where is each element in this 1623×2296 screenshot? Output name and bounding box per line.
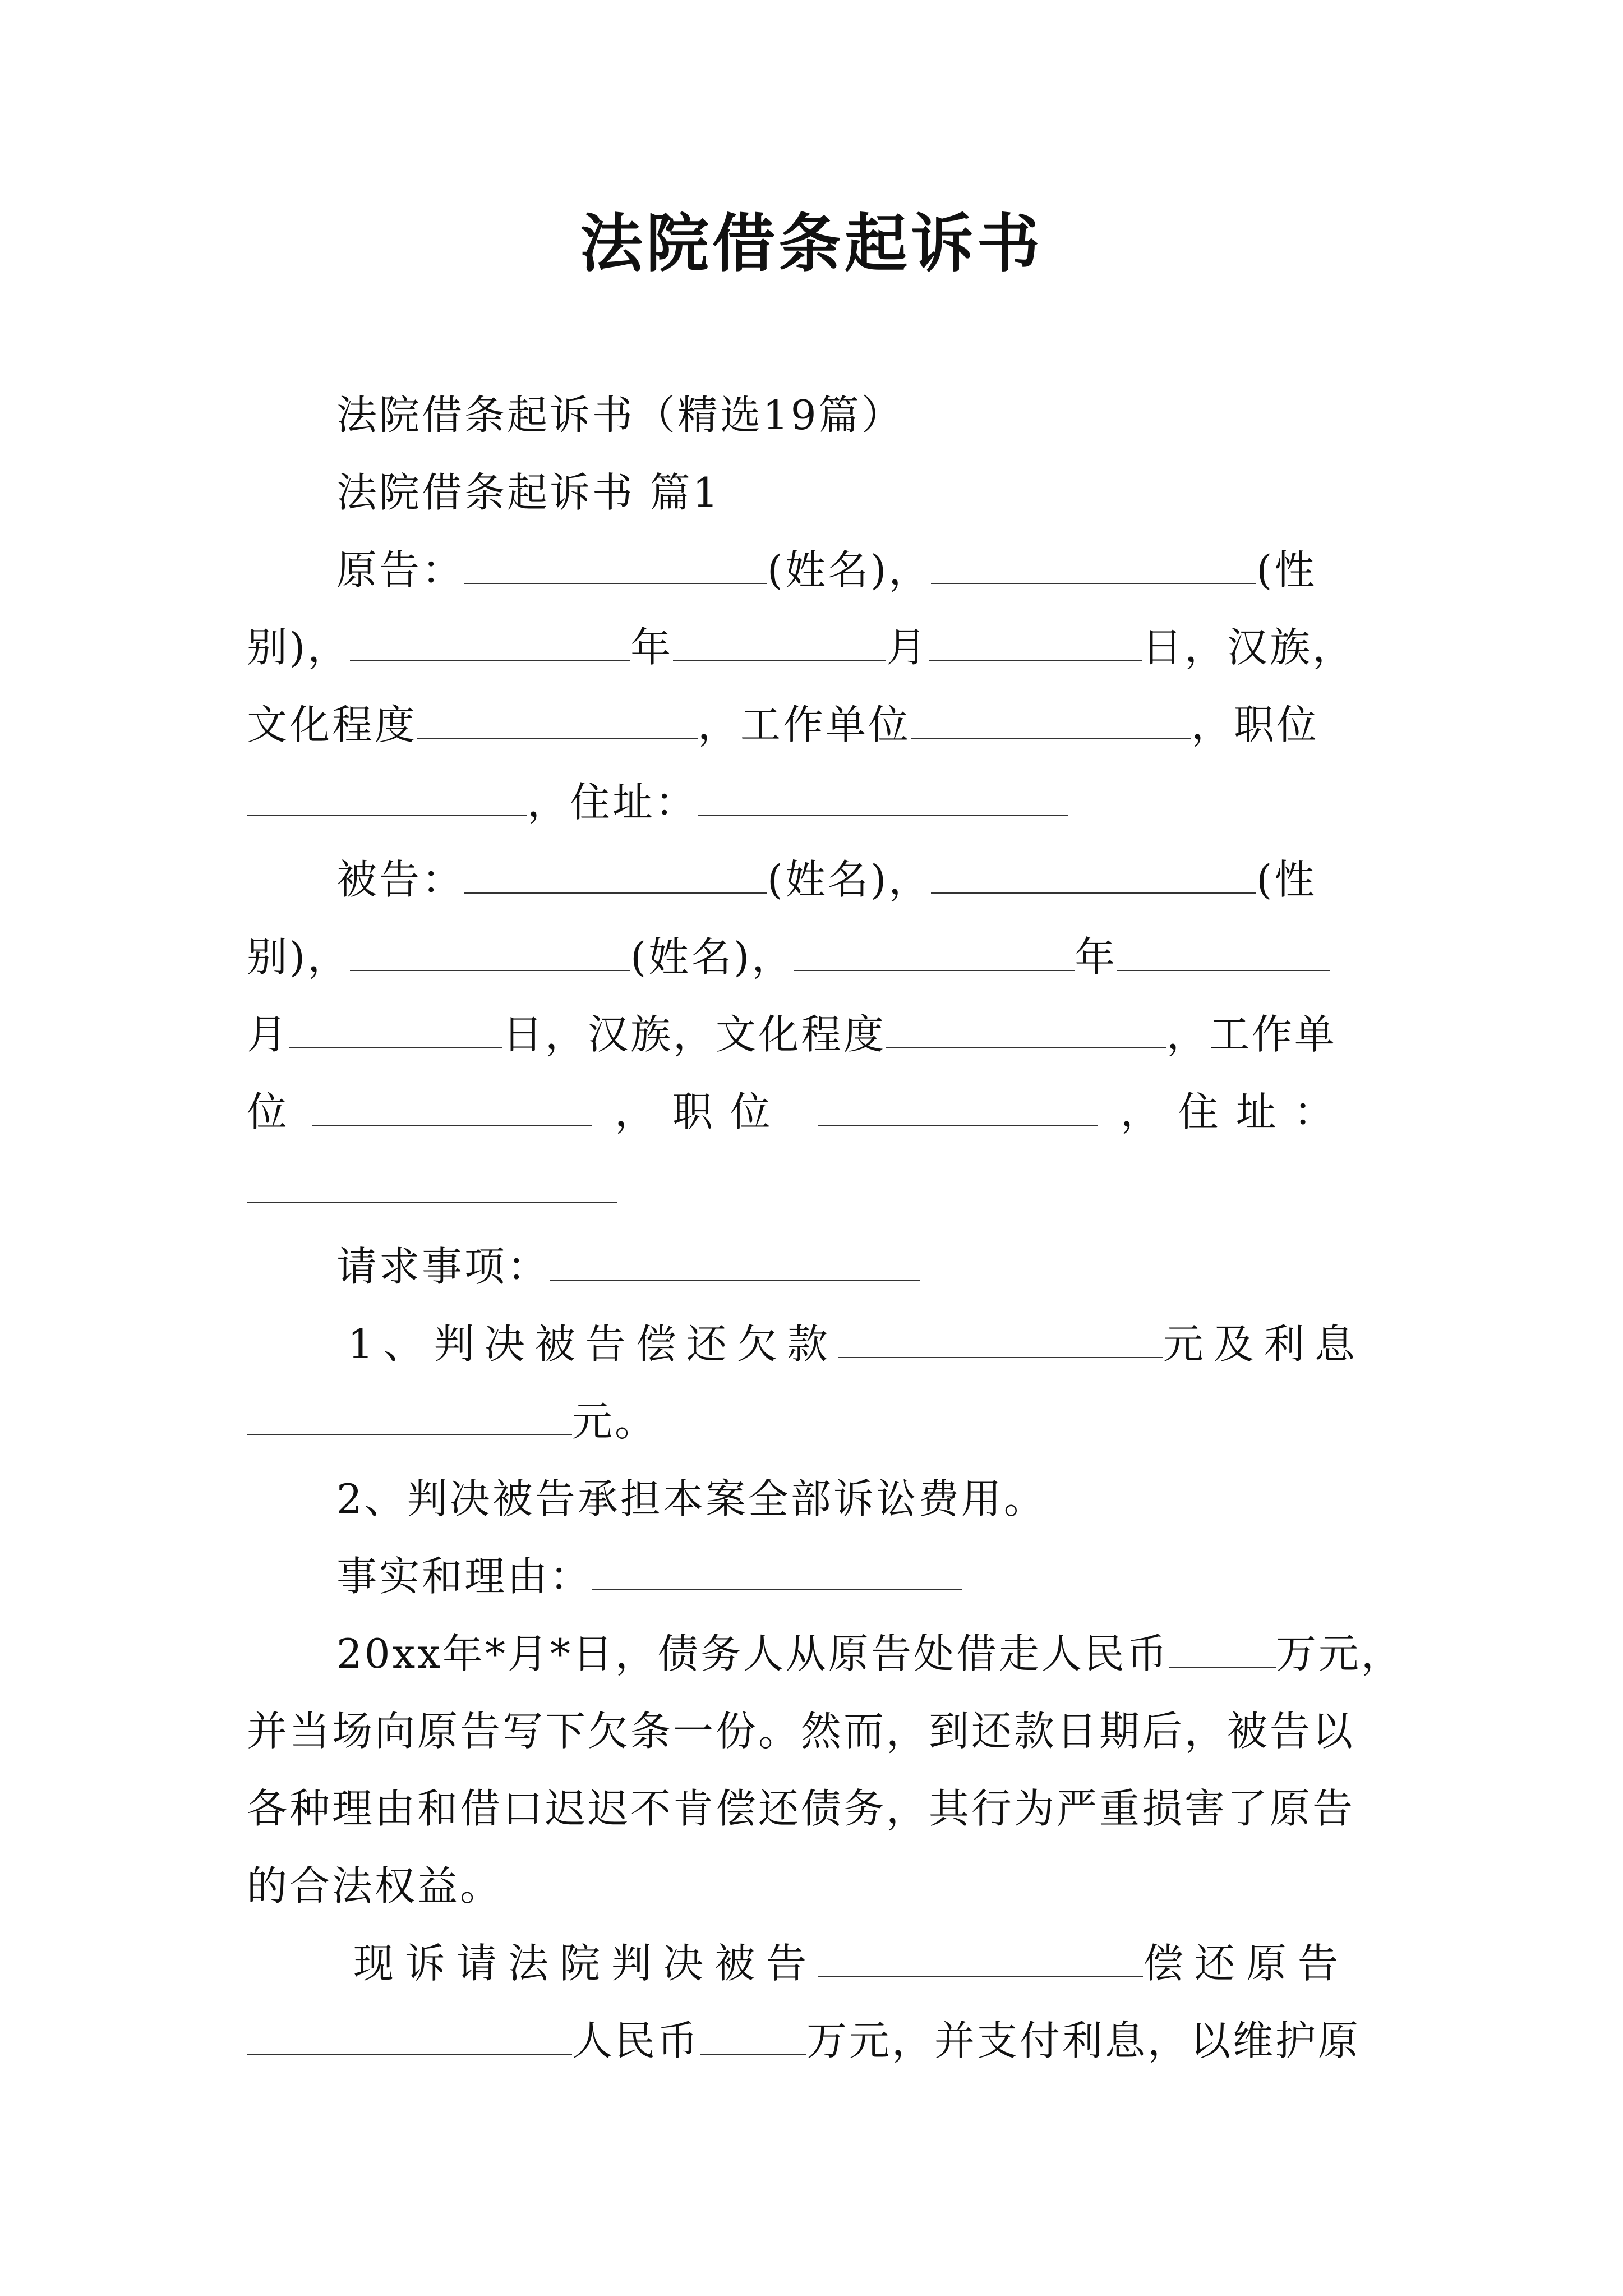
defendant-gender-hint-cont: 别)，: [247, 933, 351, 981]
document-title: 法院借条起诉书: [580, 207, 1043, 280]
blank-field: [247, 1167, 617, 1203]
blank-field: [698, 780, 1068, 816]
blank-field: [673, 625, 886, 661]
plaintiff-work-unit: ，工作单位: [698, 701, 911, 748]
plaintiff-education: 文化程度: [247, 701, 418, 748]
claim-item-2: 2、判决被告承担本案全部诉讼费用。: [336, 1475, 1046, 1522]
blank-field: [931, 548, 1256, 584]
plaintiff-name-hint: (姓名)，: [767, 546, 932, 593]
plaintiff-gender-hint-cont: 别)，: [247, 624, 351, 671]
blank-field: [931, 858, 1256, 894]
plaintiff-line-1: [247, 542, 1385, 598]
claim-item-1: [247, 1316, 1385, 1372]
plaintiff-day-ethnicity: 日，汉族，: [1142, 624, 1355, 671]
blank-field: [550, 1245, 920, 1281]
claim-item1-b: 元及利息: [1163, 1320, 1365, 1368]
facts-p1-line-2: 并当场向原告写下欠条一份。然而，到还款日期后，被告以: [247, 1708, 1355, 1755]
defendant-line-3: [247, 1006, 1385, 1062]
defendant-month: 月: [247, 1011, 290, 1058]
defendant-name-hint: (姓名)，: [767, 856, 932, 903]
facts-heading-line: [247, 1548, 1385, 1604]
blank-field: [464, 858, 767, 894]
blank-field: [247, 2019, 572, 2055]
plaintiff-line-3: [247, 697, 1385, 753]
blank-field: [700, 2019, 806, 2055]
facts-p1-l1-a: 20xx年*月*日，债务人从原告处借走人民币: [336, 1630, 1169, 1677]
facts-p1-line-1: [247, 1626, 1404, 1682]
blank-field: [1117, 935, 1330, 971]
plaintiff-line-4: [247, 774, 1385, 830]
facts-p2-l2-b: 万元，并支付利息，以维护原: [806, 2017, 1361, 2064]
facts-p1-line-3: 各种理由和借口迟迟不肯偿还债务，其行为严重损害了原告: [247, 1785, 1355, 1832]
defendant-gender-hint: (性: [1256, 856, 1317, 903]
plaintiff-label: 原告：: [336, 546, 465, 593]
blank-field: [417, 703, 698, 739]
blank-field: [312, 1090, 592, 1126]
plaintiff-month: 月: [886, 624, 929, 671]
defendant-work-unit: ，工作单: [1166, 1011, 1338, 1058]
blank-field: [929, 625, 1142, 661]
defendant-work-unit-cont: 位: [247, 1088, 290, 1135]
claim-item-1-cont: [247, 1393, 1385, 1450]
facts-p1-l1-b: 万元，: [1275, 1630, 1404, 1677]
blank-field: [464, 548, 767, 584]
plaintiff-line-2: [247, 619, 1385, 675]
claims-heading: 请求事项：: [336, 1243, 550, 1290]
defendant-position: ， 职 位: [615, 1088, 773, 1135]
facts-p2-l1-a: 现诉请法院判决被告: [353, 1940, 818, 1987]
defendant-year: 年: [1075, 933, 1118, 981]
claims-heading-line: [247, 1239, 1385, 1295]
section-heading: 法院借条起诉书 篇1: [336, 469, 721, 516]
defendant-line-5: [247, 1161, 1385, 1217]
facts-p2-l1-b: 偿还原告: [1143, 1940, 1350, 1987]
blank-field: [818, 1090, 1098, 1126]
claim-item1-a: 1、判决被告偿还欠款: [348, 1320, 838, 1368]
defendant-line-1: [247, 852, 1385, 908]
blank-field: [911, 703, 1191, 739]
blank-field: [818, 1941, 1143, 1977]
defendant-label: 被告：: [336, 856, 465, 903]
blank-field: [886, 1013, 1166, 1048]
facts-p2-l2-a: 人民币: [572, 2017, 700, 2064]
facts-heading: 事实和理由：: [336, 1553, 593, 1600]
plaintiff-year: 年: [630, 624, 674, 671]
blank-field: [794, 935, 1075, 971]
defendant-line-4: [247, 1084, 1385, 1140]
defendant-name-hint2: (姓名)，: [630, 933, 795, 981]
plaintiff-position: ，职位: [1191, 701, 1320, 748]
claim-item1-c: 元。: [572, 1398, 658, 1445]
defendant-line-2: [247, 929, 1385, 985]
subtitle: 法院借条起诉书（精选19篇）: [336, 392, 904, 439]
blank-field: [289, 1013, 502, 1048]
blank-field: [247, 1400, 572, 1435]
blank-field: [1169, 1632, 1276, 1668]
defendant-address: ， 住 址 ：: [1120, 1088, 1336, 1135]
blank-field: [247, 780, 527, 816]
facts-p2-line-2: [247, 2013, 1385, 2069]
facts-p2-line-1: [247, 1935, 1385, 1991]
blank-field: [350, 935, 630, 971]
defendant-day-ethnicity-education: 日，汉族，文化程度: [502, 1011, 887, 1058]
blank-field: [838, 1322, 1163, 1358]
blank-field: [350, 625, 630, 661]
plaintiff-address: ，住址：: [527, 779, 698, 826]
blank-field: [592, 1554, 962, 1590]
plaintiff-gender-hint: (性: [1256, 546, 1317, 593]
facts-p1-line-4: 的合法权益。: [247, 1862, 503, 1910]
